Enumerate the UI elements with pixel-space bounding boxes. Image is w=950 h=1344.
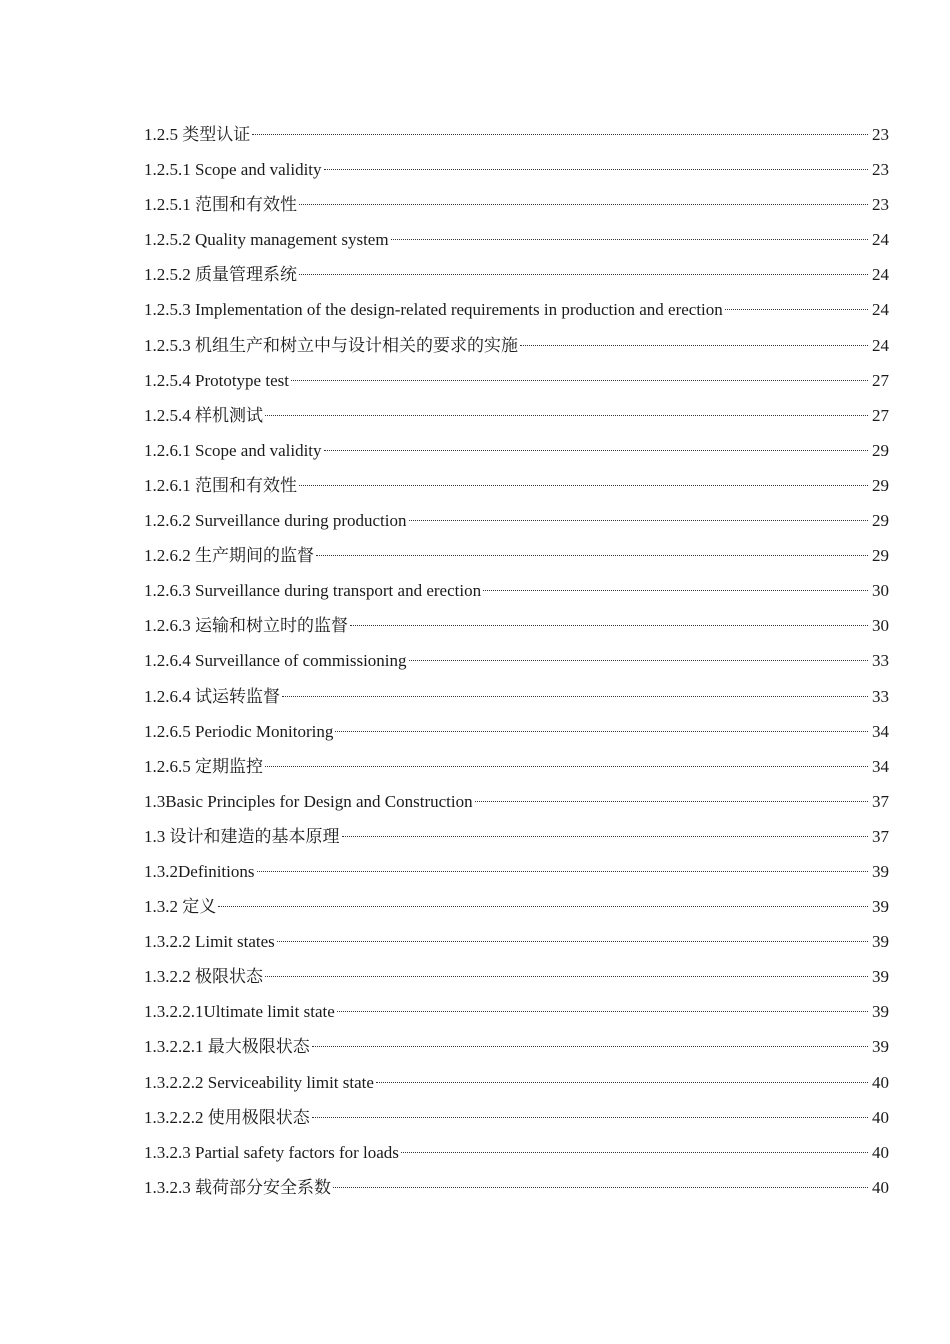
toc-entry-page-number: 29 — [872, 440, 889, 460]
toc-entry[interactable] — [144, 1065, 889, 1100]
toc-entry-title: 1.3 设计和建造的基本原理 — [144, 826, 340, 846]
toc-entry[interactable] — [144, 714, 889, 749]
toc-entry-title: 1.3.2.2 极限状态 — [144, 967, 263, 987]
toc-entry[interactable] — [144, 784, 889, 819]
toc-entry[interactable] — [144, 994, 889, 1029]
toc-entry-page-number: 39 — [872, 967, 889, 987]
toc-dot-leader — [342, 836, 869, 837]
toc-entry-title: 1.3.2Definitions — [144, 861, 255, 881]
toc-entry-page-number: 40 — [872, 1072, 889, 1092]
toc-dot-leader — [312, 1046, 868, 1047]
toc-entry-title: 1.2.6.2 生产期间的监督 — [144, 546, 314, 566]
toc-entry[interactable] — [144, 749, 889, 784]
toc-entry[interactable] — [144, 854, 889, 889]
toc-entry-page-number: 29 — [872, 475, 889, 495]
toc-entry-title: 1.2.6.5 Periodic Monitoring — [144, 721, 334, 741]
toc-entry-title: 1.2.6.4 Surveillance of commissioning — [144, 651, 407, 671]
toc-dot-leader — [282, 696, 868, 697]
toc-entry-page-number: 39 — [872, 897, 889, 917]
toc-dot-leader — [335, 731, 868, 732]
toc-entry[interactable] — [144, 363, 889, 398]
toc-entry-title: 1.2.5.1 Scope and validity — [144, 160, 322, 180]
toc-entry-title: 1.2.6.5 定期监控 — [144, 756, 263, 776]
toc-dot-leader — [265, 976, 868, 977]
toc-entry[interactable] — [144, 608, 889, 643]
toc-dot-leader — [337, 1011, 868, 1012]
toc-entry-title: 1.2.6.2 Surveillance during production — [144, 511, 407, 531]
toc-dot-leader — [299, 274, 868, 275]
toc-dot-leader — [483, 590, 868, 591]
toc-entry[interactable] — [144, 1100, 889, 1135]
toc-entry-page-number: 24 — [872, 300, 889, 320]
toc-dot-leader — [299, 485, 868, 486]
toc-entry-page-number: 37 — [872, 791, 889, 811]
toc-entry[interactable] — [144, 924, 889, 959]
toc-entry-title: 1.2.6.3 运输和树立时的监督 — [144, 616, 348, 636]
toc-entry[interactable] — [144, 538, 889, 573]
toc-entry-title: 1.2.5 类型认证 — [144, 125, 251, 144]
toc-entry-title: 1.2.6.1 Scope and validity — [144, 440, 322, 460]
toc-entry-title: 1.3.2.2.1Ultimate limit state — [144, 1002, 335, 1022]
toc-dot-leader — [324, 450, 868, 451]
toc-entry-title: 1.3.2.2.2 使用极限状态 — [144, 1107, 310, 1127]
toc-entry-title: 1.2.6.4 试运转监督 — [144, 686, 280, 706]
toc-entry[interactable] — [144, 1029, 889, 1064]
toc-dot-leader — [299, 204, 868, 205]
toc-dot-leader — [520, 345, 868, 346]
toc-entry-page-number: 30 — [872, 616, 889, 636]
toc-dot-leader — [475, 801, 868, 802]
toc-entry[interactable] — [144, 117, 889, 152]
toc-dot-leader — [409, 520, 868, 521]
toc-entry-page-number: 30 — [872, 581, 889, 601]
toc-entry-title: 1.2.6.3 Surveillance during transport and erection — [144, 581, 482, 601]
toc-entry[interactable] — [144, 257, 889, 292]
toc-entry[interactable] — [144, 398, 889, 433]
toc-entry-page-number: 29 — [872, 546, 889, 566]
toc-entry-title: 1.3Basic Principles for Design and Construction — [144, 791, 473, 811]
toc-dot-leader — [324, 169, 868, 170]
toc-entry-page-number: 34 — [872, 721, 889, 741]
toc-dot-leader — [291, 380, 868, 381]
toc-entry-page-number: 40 — [872, 1107, 889, 1127]
toc-entry-page-number: 39 — [872, 1037, 889, 1057]
toc-dot-leader — [312, 1117, 868, 1118]
toc-entry[interactable] — [144, 819, 889, 854]
toc-entry[interactable] — [144, 959, 889, 994]
toc-entry-page-number: 40 — [872, 1142, 889, 1162]
toc-dot-leader — [265, 766, 868, 767]
toc-entry-page-number: 24 — [872, 265, 889, 285]
toc-entry-title: 1.3.2.3 载荷部分安全系数 — [144, 1177, 331, 1197]
toc-entry-page-number: 23 — [872, 195, 889, 215]
toc-entry-page-number: 39 — [872, 1002, 889, 1022]
toc-entry-title: 1.3.2 定义 — [144, 897, 217, 917]
toc-entry[interactable] — [144, 152, 889, 187]
toc-entry[interactable] — [144, 573, 889, 608]
toc-entry[interactable] — [144, 292, 889, 327]
toc-dot-leader — [265, 415, 868, 416]
toc-dot-leader — [257, 871, 869, 872]
toc-entry-title: 1.3.2.2 Limit states — [144, 932, 275, 952]
toc-entry-page-number: 39 — [872, 861, 889, 881]
toc-entry-page-number: 33 — [872, 686, 889, 706]
toc-dot-leader — [376, 1082, 868, 1083]
toc-entry-title: 1.2.5.3 Implementation of the design-related requirements in production and erection — [144, 300, 723, 320]
toc-dot-leader — [409, 660, 868, 661]
toc-entry-page-number: 40 — [872, 1177, 889, 1197]
toc-entry-title: 1.3.2.2.2 Serviceability limit state — [144, 1072, 374, 1092]
toc-entry[interactable] — [144, 187, 889, 222]
toc-entry[interactable] — [144, 503, 889, 538]
toc-dot-leader — [252, 134, 868, 135]
toc-entry-title: 1.2.5.1 范围和有效性 — [144, 195, 297, 215]
toc-entry-page-number: 24 — [872, 230, 889, 250]
toc-entry-page-number: 23 — [872, 160, 889, 180]
toc-entry-page-number: 27 — [872, 370, 889, 390]
toc-dot-leader — [391, 239, 868, 240]
toc-entry-title: 1.2.5.4 样机测试 — [144, 405, 263, 425]
toc-entry[interactable] — [144, 1135, 889, 1170]
toc-entry-page-number: 39 — [872, 932, 889, 952]
toc-dot-leader — [401, 1152, 868, 1153]
toc-entry-page-number: 24 — [872, 335, 889, 355]
toc-dot-leader — [218, 906, 868, 907]
toc-dot-leader — [333, 1187, 868, 1188]
toc-entry-page-number: 29 — [872, 511, 889, 531]
toc-entry[interactable] — [144, 222, 889, 257]
toc-entry-title: 1.2.5.3 机组生产和树立中与设计相关的要求的实施 — [144, 335, 518, 355]
toc-entry-title: 1.3.2.2.1 最大极限状态 — [144, 1037, 310, 1057]
toc-entry-title: 1.3.2.3 Partial safety factors for loads — [144, 1142, 399, 1162]
toc-entry[interactable] — [144, 468, 889, 503]
toc-dot-leader — [725, 309, 868, 310]
toc-entry-page-number: 33 — [872, 651, 889, 671]
toc-entry[interactable] — [144, 679, 889, 714]
toc-entry-title: 1.2.5.4 Prototype test — [144, 370, 289, 390]
toc-entry[interactable] — [144, 889, 889, 924]
table-of-contents — [144, 117, 889, 1205]
toc-entry[interactable] — [144, 643, 889, 678]
toc-entry-title: 1.2.5.2 Quality management system — [144, 230, 389, 250]
toc-entry-title: 1.2.5.2 质量管理系统 — [144, 265, 297, 285]
toc-entry[interactable] — [144, 433, 889, 468]
toc-entry-page-number: 23 — [872, 125, 889, 144]
toc-dot-leader — [316, 555, 868, 556]
toc-entry-page-number: 27 — [872, 405, 889, 425]
toc-entry[interactable] — [144, 328, 889, 363]
toc-entry-page-number: 37 — [872, 826, 889, 846]
toc-entry-page-number: 34 — [872, 756, 889, 776]
toc-dot-leader — [277, 941, 868, 942]
toc-dot-leader — [350, 625, 868, 626]
toc-entry-title: 1.2.6.1 范围和有效性 — [144, 475, 297, 495]
toc-entry[interactable] — [144, 1170, 889, 1205]
